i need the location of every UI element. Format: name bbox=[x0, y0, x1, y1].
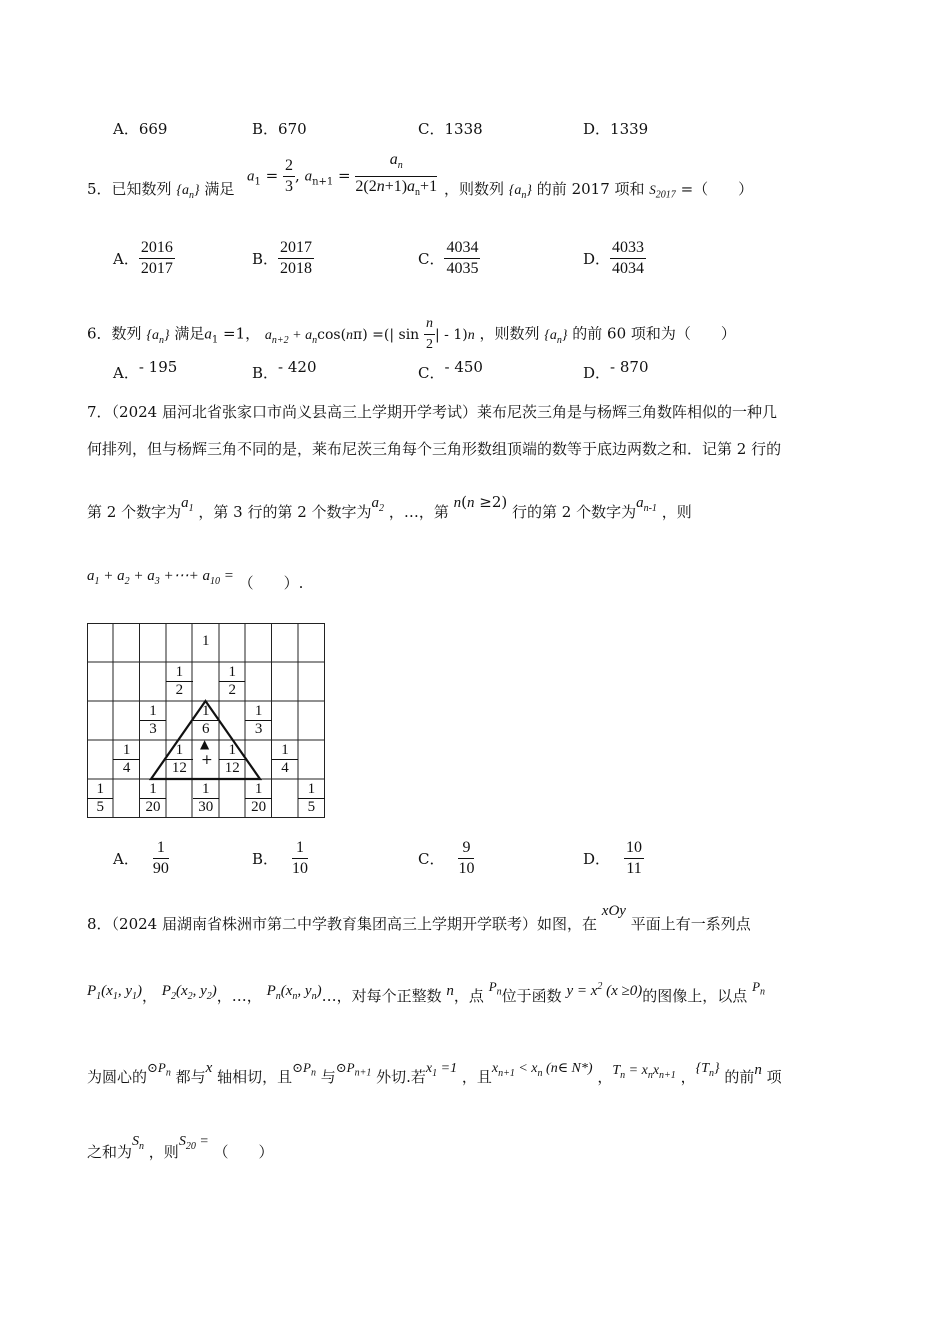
grid-cell-value: 1 4 bbox=[272, 742, 298, 777]
q4-option-b[interactable]: B．670 bbox=[252, 120, 307, 138]
grid-cell-value: 1 4 bbox=[113, 742, 139, 777]
q5-option-c[interactable]: C． $\frac{4034}{4035}$ bbox=[418, 239, 479, 277]
q8-line-4: 之和为$S_n$ ，则$S_{20}$ = （ ） bbox=[87, 1134, 274, 1161]
q6-stem: 6．数列 $\{a_n\}$ 满足$a_1 =1$， $a_{n+2} + a_n\cos(n\pi)$ =(| sin $\frac{n}{2}$ | - 1)n ，则数列 $\{a_n\}$ 的前 60 项和为（ ） bbox=[87, 316, 736, 352]
q8-line-2: $P_1(x_1$, $y_1$)， $P_2(x_2$, $y_2$)，…， $P_n(x_n$, $y_n)\dots$，对每个正整数 n，点 $P_n$位于函数 $y = x^2$ (x ≥0)的图像上，以点 $P_n$ bbox=[87, 979, 766, 1005]
q5-formula: $a_1$ = $\frac{2}{3}$ , $a_{n+1}$ = $\frac{a_n}{2(2n+1)a_n+1}$ bbox=[247, 151, 438, 199]
grid-cell-value: 1 12 bbox=[166, 742, 192, 777]
grid-cell-value: 1 5 bbox=[87, 781, 113, 816]
q6-option-a[interactable]: A．- 195 bbox=[113, 358, 178, 382]
q8-line-3: 为圆心的$⊙P_n$ 都与x 轴相切，且$⊙P_n$ 与$⊙P_{n+1}$ 外切.若$x_1 =1$ ，且$x_{n+1} < x_n$ (n∈ N*) ，$T_n = x_nx_{n+1}$ ，$\{T_n\}$ 的前n 项 bbox=[87, 1060, 782, 1086]
grid-cell-value: 1 2 bbox=[219, 664, 245, 699]
q7-line-3: 第 2 个数字为$a_1$ ，第 3 行的第 2 个数字为$a_2$ ，…，第 n(n ≥2) 行的第 2 个数字为$a_{n-1}$ ，则 bbox=[87, 493, 692, 521]
q5-option-d[interactable]: D． $\frac{4033}{4034}$ bbox=[583, 239, 645, 277]
q7-option-d[interactable]: D． $\frac{10}{11}$ bbox=[583, 839, 643, 877]
grid-cell-value: 1 12 bbox=[219, 742, 245, 777]
q5-stem-2: ，则数列 $\{a_n\}$ 的前 2017 项和 $S_{2017}$ =（ ） bbox=[444, 180, 754, 201]
q7-option-b[interactable]: B． $\frac{1}{10}$ bbox=[252, 839, 309, 877]
q6-option-b[interactable]: B．- 420 bbox=[252, 358, 317, 382]
grid-cell-value: 1 20 bbox=[245, 781, 271, 816]
q4-option-a[interactable]: A．669 bbox=[113, 120, 168, 138]
plus-icon: + bbox=[201, 752, 213, 768]
triangle-up-icon: ▲ bbox=[200, 737, 210, 751]
q4-option-d[interactable]: D．1339 bbox=[583, 120, 649, 138]
grid-cell-value: 1 bbox=[202, 633, 210, 649]
grid-cell-value: 1 20 bbox=[140, 781, 166, 816]
grid-cell-value: 1 3 bbox=[245, 703, 271, 738]
q7-option-c[interactable]: C． $\frac{9}{10}$ bbox=[418, 839, 475, 877]
q5-option-b[interactable]: B． $\frac{2017}{2018}$ bbox=[252, 239, 313, 277]
q4-option-c[interactable]: C．1338 bbox=[418, 120, 483, 138]
q7-line-1: 7．（2024 届河北省张家口市尚义县高三上学期开学考试）莱布尼茨三角是与杨辉三角数阵相似的一种几 bbox=[87, 403, 777, 421]
q7-line-4: $a_1 + a_2 + a_3$ +⋯+ $a_{10}$ = （ ）. bbox=[87, 568, 304, 592]
q8-line-1: 8．（2024 届湖南省株洲市第二中学教育集团高三上学期开学联考）如图，在 xOy 平面上有一系列点 bbox=[87, 903, 751, 933]
grid-cell-value: 1 30 bbox=[193, 781, 219, 816]
grid-cell-value: 1 2 bbox=[166, 664, 192, 699]
q5-option-a[interactable]: A． $\frac{2016}{2017}$ bbox=[113, 239, 173, 277]
grid-cell-value: 1 3 bbox=[140, 703, 166, 738]
q6-option-d[interactable]: D．- 870 bbox=[583, 358, 649, 382]
grid-cell-value: 1 6 bbox=[193, 703, 219, 738]
q7-option-a[interactable]: A． $\frac{1}{90}$ bbox=[113, 839, 169, 877]
q5-stem: 5．已知数列 $\{a_n\}$ 满足 bbox=[87, 180, 235, 201]
q7-line-2: 何排列，但与杨辉三角不同的是，莱布尼茨三角每个三角形数组顶端的数等于底边两数之和．记第 2 行的 bbox=[87, 440, 782, 458]
grid-cell-value: 1 5 bbox=[298, 781, 324, 816]
q6-option-c[interactable]: C．- 450 bbox=[418, 358, 483, 382]
